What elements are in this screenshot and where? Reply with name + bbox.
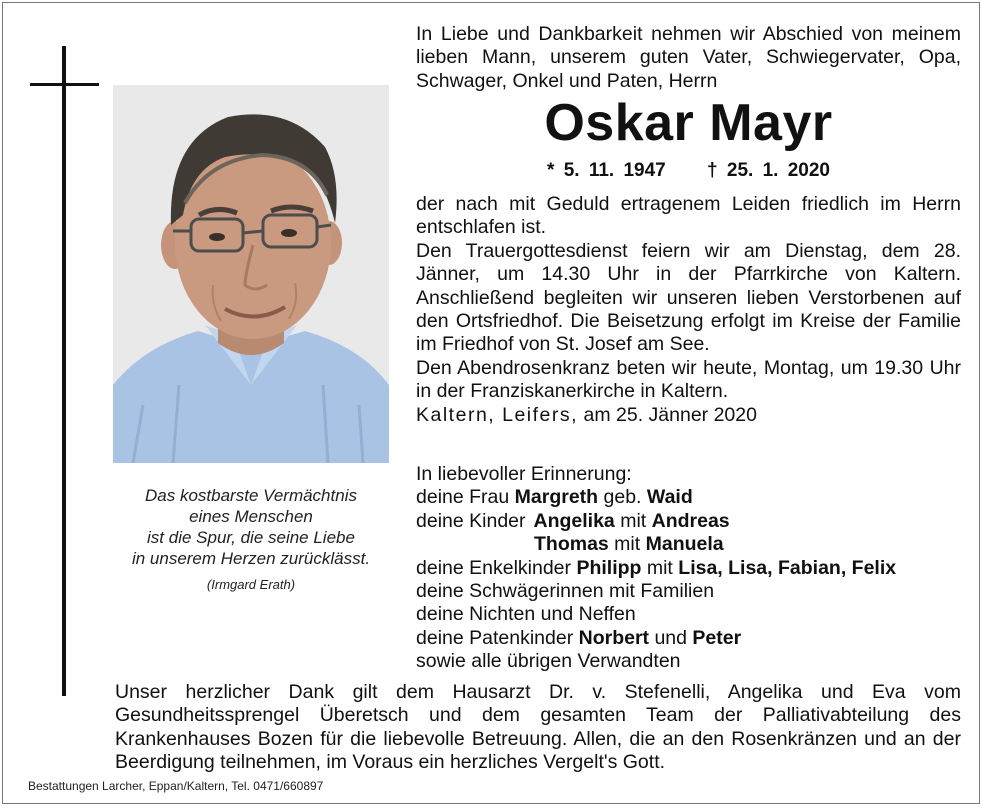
mourner-connector: geb. xyxy=(598,486,647,509)
mourner-relatives: sowie alle übrigen Verwandten xyxy=(416,650,681,673)
mourners-list xyxy=(416,463,961,674)
body-paragraph: Den Trauergottesdienst feiern wir am Dienstag, dem 28. Jänner, um 14.30 Uhr in der Pfarrkirche von Kaltern. Anschließend begleiten wir unseren lieben Verstorbenen auf den Ortsfriedhof. Die Beisetzung erfolgt im Kreise der Familie im Friedhof von St. Josef am See. xyxy=(416,239,961,356)
place-date-line xyxy=(416,404,961,427)
mourner-connector: und xyxy=(649,626,693,649)
thanks-paragraph: Unser herzlicher Dank gilt dem Hausarzt Dr. v. Stefenelli, Angelika und Eva vom Gesundheitssprengel Überetsch und dem gesamten Team der Palliativabteilung des Krankenhauses Bozen für die liebevolle Betreuung. Allen, die an den Rosenkränzen und an der Beerdigung teilnehmen, im Voraus ein herzliches Vergelt's Gott. xyxy=(115,681,961,774)
mourner-wife xyxy=(416,486,961,509)
mourner-connector: mit xyxy=(641,556,679,579)
mourner-name: Thomas xyxy=(534,533,609,556)
mourner-name: Philipp xyxy=(576,556,642,579)
mourner-connector: mit xyxy=(614,509,652,532)
mourner-name: Margreth xyxy=(514,486,599,509)
deceased-name: Oskar Mayr xyxy=(544,94,833,152)
quote-line: in unserem Herzen zurücklässt. xyxy=(131,549,371,568)
mourner-name: Angelika xyxy=(533,509,615,532)
mourner-children xyxy=(416,510,961,533)
mourner-name: Peter xyxy=(692,626,742,649)
mourner-name: Norbert xyxy=(578,626,650,649)
obituary-notice xyxy=(2,2,980,804)
portrait-photo xyxy=(113,85,389,463)
body-paragraph: Den Abendrosenkranz beten wir heute, Montag, um 19.30 Uhr in der Franziskanerkirche in Kaltern. xyxy=(416,356,961,403)
mourner-name: Manuela xyxy=(645,533,724,556)
mourner-relation: deine Patenkinder xyxy=(416,626,579,649)
cross-horizontal-bar xyxy=(30,83,99,86)
mourner-grandchildren xyxy=(416,557,961,580)
mourner-inlaws: deine Schwägerinnen mit Familien xyxy=(416,580,715,603)
mourner-relation: deine Enkelkinder xyxy=(416,556,577,579)
quote-author: (Irmgard Erath) xyxy=(206,577,296,592)
mourner-godchildren xyxy=(416,627,961,650)
mourner-connector: mit xyxy=(608,533,646,556)
life-dates xyxy=(416,159,961,182)
mourner-name: Andreas xyxy=(651,509,730,532)
quote-line: Das kostbarste Vermächtnis xyxy=(145,486,357,505)
death-date: † 25. 1. 2020 xyxy=(707,160,830,181)
place-names: Kaltern, Leifers, xyxy=(416,403,579,426)
announcement-body xyxy=(416,193,961,427)
mourner-name: Lisa, Lisa, Fabian, Felix xyxy=(678,556,897,579)
quote-line: eines Menschen xyxy=(189,507,313,526)
mourner-relation: deine Frau xyxy=(416,486,515,509)
funeral-home-footer: Bestattungen Larcher, Eppan/Kaltern, Tel. 0471/660897 xyxy=(28,779,324,793)
mourner-nieces: deine Nichten und Neffen xyxy=(416,603,636,626)
intro-text: In Liebe und Dankbarkeit nehmen wir Abschied von meinem lieben Mann, unserem guten Vater, Schwiegervater, Opa, Schwager, Onkel und Paten, Herrn xyxy=(416,23,961,92)
birth-date: * 5. 11. 1947 xyxy=(547,160,666,181)
notice-date: am 25. Jänner 2020 xyxy=(578,403,757,426)
memorial-quote xyxy=(103,485,399,595)
body-paragraph: der nach mit Geduld ertragenem Leiden friedlich im Herrn entschlafen ist. xyxy=(416,193,961,239)
mourner-relation: deine Kinder xyxy=(416,509,526,532)
mourner-name: Waid xyxy=(646,486,693,509)
mourners-heading: In liebevoller Erinnerung: xyxy=(416,463,632,485)
mourner-children-second xyxy=(416,533,961,556)
cross-vertical-bar xyxy=(62,46,66,696)
quote-line: ist die Spur, die seine Liebe xyxy=(147,528,355,547)
